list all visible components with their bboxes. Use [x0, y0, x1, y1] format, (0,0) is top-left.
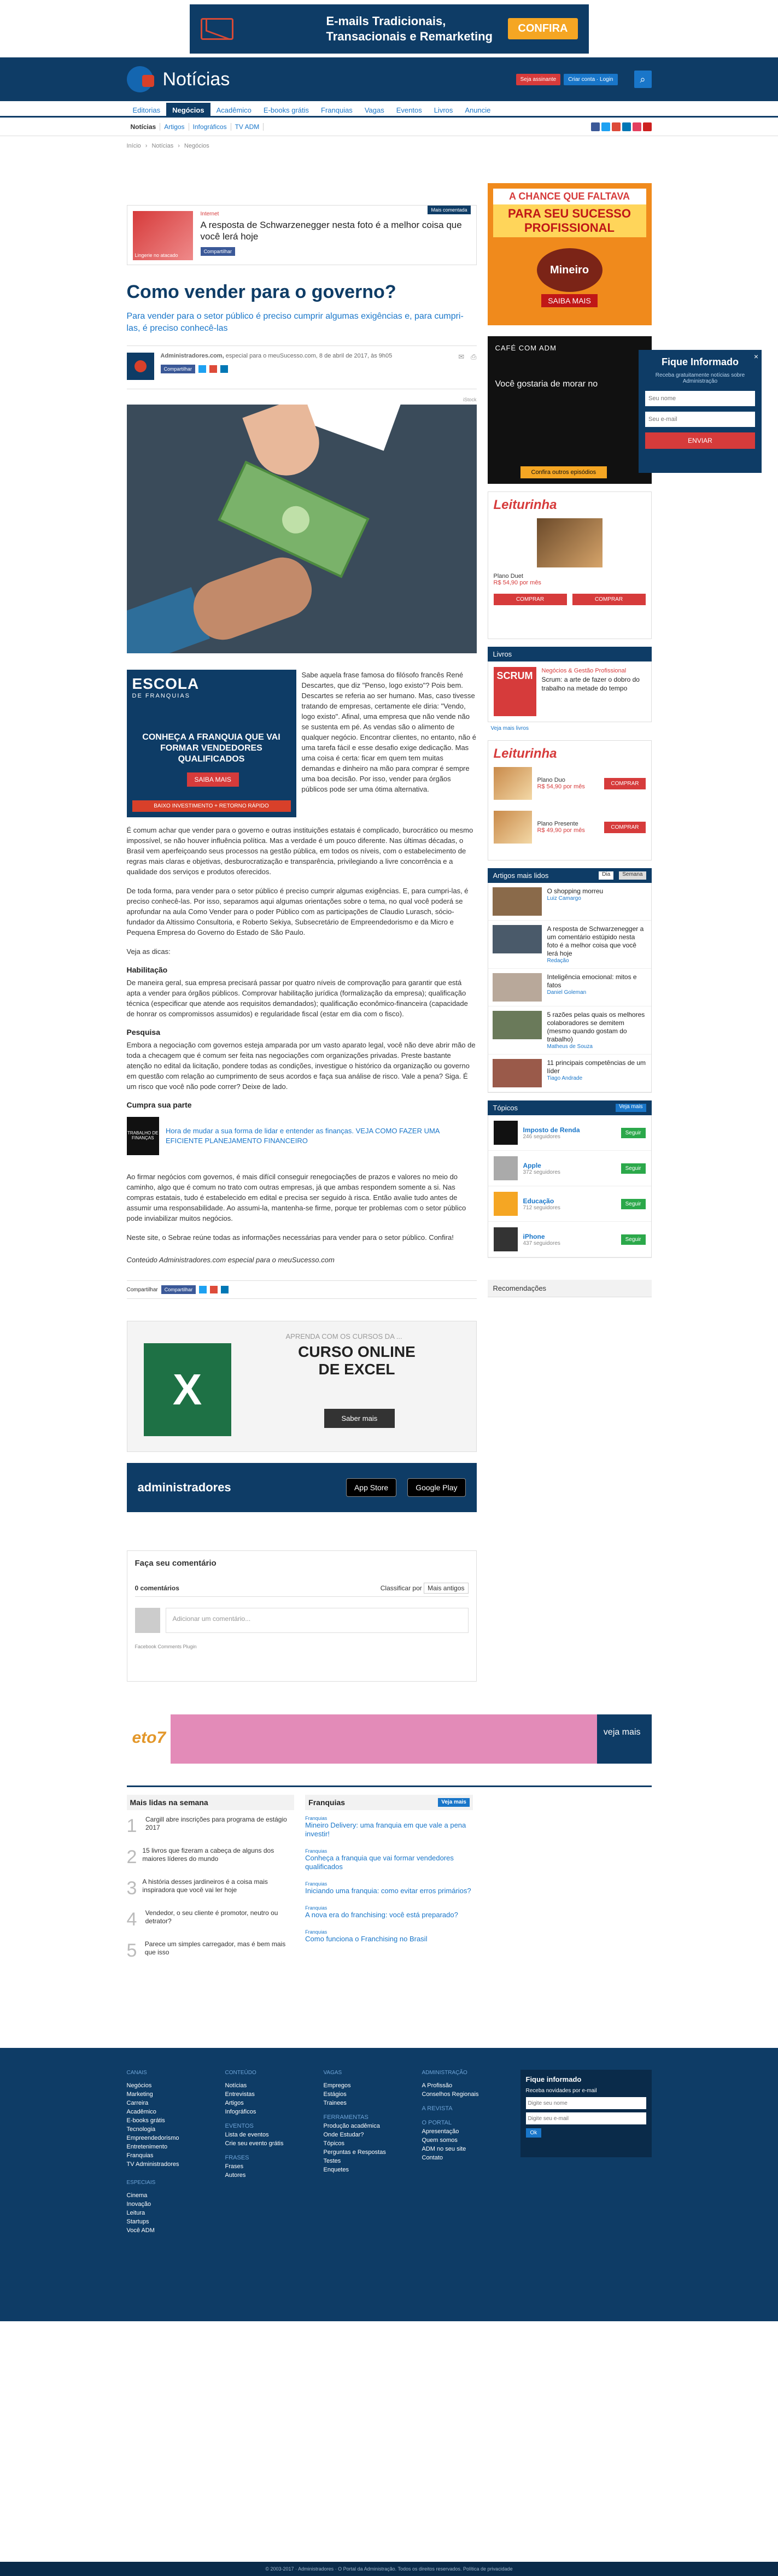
article-title: Como vender para o governo? [126, 282, 396, 302]
footer-newsletter [520, 2070, 652, 2157]
article-credit: Conteúdo Administradores.com especial para o meuSucesso.com [126, 1256, 335, 1264]
footer-link[interactable]: E-books grátis [126, 2117, 165, 2124]
topic-followers-1: 246 seguidores [523, 1133, 560, 1140]
linkedin-icon[interactable] [220, 365, 228, 373]
footer-link[interactable]: Cinema [126, 2192, 148, 2199]
list-item[interactable]: 3 A história desses jardineiros é a coisa mais inspiradora que você vai ler hoje [127, 1878, 295, 1899]
footer-col-conteudo: CONTEÚDO Notícias Entrevistas Artigos Infográficos EVENTOS Lista de eventos Crie seu evento grátis FRASES Frases Autores [225, 2070, 307, 2235]
leiturinha-logo-2: Leiturinha [493, 746, 557, 761]
popup-send-button[interactable]: ENVIAR [645, 432, 755, 449]
shop2-image-2 [494, 811, 532, 844]
course-ad-small: APRENDA COM OS CURSOS DA ... [285, 1332, 402, 1340]
author-meta: especial para o meuSucesso.com, 8 de abril de 2017, às 9h05 [225, 353, 393, 359]
franchise-ad-text: CONHEÇA A FRANQUIA QUE VAI FORMAR VENDEDORES QUALIFICADOS [142, 733, 280, 764]
footer-link[interactable]: Frases [225, 2163, 244, 2170]
book-cover[interactable]: SCRUM [494, 667, 536, 716]
author-name[interactable]: Administradores.com, [160, 353, 224, 359]
article-title-1[interactable]: O shopping morreu [547, 887, 604, 895]
article-column [127, 183, 477, 1682]
cafe-episodes-button[interactable]: Confira outros episódios [520, 466, 607, 478]
shop2-image-1 [494, 767, 532, 800]
sidebar-ad-line1: A CHANCE QUE FALTAVA [493, 189, 646, 204]
footer-link[interactable]: Startups [126, 2218, 149, 2225]
article-author-3[interactable]: Daniel Goleman [547, 990, 587, 996]
hero-image [127, 405, 477, 653]
sub-nav [0, 118, 778, 136]
footer-link[interactable]: TV Administradores [126, 2161, 179, 2168]
most-read-5[interactable]: Parece um simples carregador, mas é bem mais que isso [144, 1940, 286, 1956]
list-item[interactable]: 2 15 livros que fizeram a cabeça de alguns dos maiores líderes do mundo [127, 1847, 295, 1868]
shop-buy-button-2[interactable]: COMPRAR [572, 594, 646, 605]
footer-link[interactable]: Tópicos [323, 2140, 345, 2147]
footer-link[interactable]: Onde Estudar? [323, 2132, 364, 2138]
footer-link[interactable]: Perguntas e Respostas [323, 2149, 386, 2156]
shop2-name-1: Plano Duo [537, 777, 565, 783]
nav-negocios[interactable]: Negócios [166, 103, 210, 118]
article-lead: Para vender para o setor público é preciso cumprir algumas exigências e, para cumpri-las, é preciso conhecê-las [126, 312, 464, 333]
cafe-adm-box[interactable] [488, 336, 652, 484]
recommendations-title: Recomendações [488, 1280, 652, 1297]
sidebar-ad-mineiro[interactable] [488, 183, 652, 325]
franquia-3[interactable]: Iniciando uma franquia: como evitar erros primários? [305, 1887, 471, 1895]
topic-row[interactable] [488, 1222, 651, 1257]
footer-link[interactable]: Lista de eventos [225, 2132, 269, 2138]
sidebar-ad-line2: PARA SEU SUCESSO PROFISSIONAL [493, 204, 646, 237]
comment-input[interactable]: Adicionar um comentário... [166, 1608, 469, 1633]
share-facebook-button[interactable]: Compartilhar [161, 365, 196, 373]
footer-link[interactable]: Empreendedorismo [126, 2135, 179, 2141]
topic-name-4[interactable]: iPhone [523, 1232, 545, 1240]
popup-title: Fique Informado [662, 356, 739, 367]
email-icon[interactable]: ✉ [458, 353, 465, 361]
paragraph-5: De maneira geral, sua empresa precisará passar por quatro níveis de comprovação para garantir que está apta a vender para órgãos públicos. Comprovar habilitação jurídica (formalização da empresa); qualificação técnica (especificar que atende aos requisitos demandados); qualificação econômico-financeira (capacidade de honrar os compromissos assumidos) e regularidade fiscal (estar em dia com o fisco). [126, 979, 468, 1018]
footer-col-administracao: ADMINISTRAÇÃO A Profissão Conselhos Regionais A REVISTA O PORTAL Apresentação Quem somos ADM no seu site Contato [422, 2070, 504, 2235]
follow-button[interactable]: Seguir [621, 1128, 646, 1138]
googleplus-icon[interactable] [210, 1286, 218, 1293]
footer-link[interactable]: Empregos [323, 2082, 351, 2089]
franchise-ad[interactable] [127, 670, 296, 817]
app-ad[interactable] [127, 1463, 477, 1512]
shop2-buy-button-1[interactable]: COMPRAR [604, 778, 645, 789]
related-image[interactable]: TRABALHO DE FINANÇAS [127, 1117, 160, 1155]
footer-link[interactable]: Quem somos [422, 2137, 458, 2144]
topicos-list [488, 1115, 652, 1258]
footer-link[interactable]: Enquetes [323, 2167, 349, 2173]
artigos-list [488, 883, 652, 1093]
share-label: Compartilhar [126, 1286, 158, 1293]
copyright: © 2003-2017 · Administradores · O Portal da Administração. Todos os direitos reservados. Política de privacidade [0, 2562, 778, 2576]
article-title-5[interactable]: 11 principais competências de um líder [547, 1059, 646, 1075]
sidebar [488, 183, 652, 1682]
footer-link[interactable]: Conselhos Regionais [422, 2091, 479, 2098]
footer-link[interactable]: Infográficos [225, 2109, 256, 2115]
list-item[interactable]: Franquias Mineiro Delivery: uma franquia em que vale a pena investir! [305, 1816, 466, 1838]
topic-name-2[interactable]: Apple [523, 1161, 541, 1169]
book-category: Negócios & Gestão Profissional [541, 668, 627, 674]
article-title-3[interactable]: Inteligência emocional: mitos e fatos [547, 973, 637, 989]
article-thumb [493, 1011, 542, 1039]
book-item[interactable] [488, 661, 652, 722]
topic-followers-4: 437 seguidores [523, 1240, 560, 1246]
follow-button[interactable]: Seguir [621, 1163, 646, 1174]
topic-row[interactable] [488, 1115, 651, 1151]
ad-confira-button[interactable]: CONFIRA [508, 18, 577, 39]
breadcrumb-noticias[interactable]: Notícias [151, 143, 174, 149]
footer-link[interactable]: Você ADM [126, 2227, 155, 2234]
shop-image [537, 518, 602, 567]
share-facebook-button[interactable]: Compartilhar [161, 1285, 196, 1294]
linkedin-icon[interactable] [221, 1286, 229, 1293]
topic-followers-3: 712 seguidores [523, 1204, 560, 1211]
eto7-logo: eto7 [132, 1729, 166, 1747]
paragraph-6: Embora a negociação com governos esteja amparada por um vasto aparato legal, você não deve abrir mão de toda a checagem que é comum ser feita nas negociações com organizações privadas. Preste bastante atenção no edital da licitação, pondere todas as condições, investigue o histórico da organização ou governo em questão com relação ao cumprimento de seus acordos e faça sua análise de risco. Vale a pena? Siga. É um risco que você não pode correr? Deixe de lado. [126, 1041, 476, 1091]
footer-heading: EVENTOS [225, 2123, 254, 2129]
sort-label: Classificar por [380, 1584, 422, 1592]
twitter-icon[interactable] [199, 1286, 207, 1293]
footer-col-vagas: VAGAS Empregos Estágios Trainees FERRAMENTAS Produção acadêmica Onde Estudar? Tópicos Perguntas e Respostas Testes Enquetes [324, 2070, 406, 2235]
social-icons [591, 122, 652, 131]
franchise-ad-title: ESCOLA [132, 675, 200, 692]
newsletter-name-input[interactable] [526, 2097, 646, 2109]
footer-link[interactable]: Entretenimento [126, 2144, 168, 2150]
share-bar [127, 1280, 477, 1299]
franquias-title: Franquias [308, 1798, 346, 1807]
livros-title: Livros [488, 647, 652, 661]
mineiro-logo: Mineiro [537, 248, 602, 292]
ad-line2: Transacionais e Remarketing [326, 29, 493, 43]
banner-more-link[interactable]: veja mais [603, 1728, 641, 1737]
related-link-text[interactable]: Hora de mudar a sua forma de lidar e entender as finanças. VEJA COMO FAZER UMA EFICIENTE PLANEJAMENTO FINANCEIRO [166, 1127, 440, 1145]
footer-col-canais: CANAIS Negócios Marketing Carreira Acadêmico E-books grátis Tecnologia Empreendedorismo Entretenimento Franquias TV Administradores ESPECIAIS Cinema Inovação Leitura Startups Você ADM [127, 2070, 209, 2235]
article-title-4[interactable]: 5 razões pelas quais os melhores colaboradores se demitem (mesmo quando gostam do trabalho) [547, 1011, 645, 1043]
footer-link[interactable]: Contato [422, 2155, 443, 2161]
list-item[interactable] [488, 1055, 651, 1092]
footer-link[interactable]: Carreira [126, 2100, 149, 2106]
paragraph-8: Neste site, o Sebrae reúne todas as informações necessárias para vender para o setor público. Confira! [126, 1233, 454, 1242]
shop-item-price: R$ 54,90 por mês [493, 579, 541, 586]
author-box [127, 346, 477, 389]
list-item[interactable]: Franquias A nova era do franchising: você está preparado? [305, 1905, 458, 1919]
footer-heading: FERRAMENTAS [323, 2114, 368, 2121]
subnav-tvadm[interactable]: TV ADM [231, 123, 264, 131]
topicos-title [488, 1100, 652, 1115]
footer-link[interactable]: Trainees [323, 2100, 347, 2106]
googleplus-icon[interactable] [209, 365, 217, 373]
article-author-2[interactable]: Redação [547, 958, 569, 964]
popup-desc: Receba gratuitamente notícias sobre Administração [655, 372, 745, 384]
featured-category: Internet [200, 211, 219, 217]
photo-credit: iStock [463, 397, 477, 402]
paragraph-1: Sabe aquela frase famosa do filósofo francês René Descartes, que diz "Penso, logo existo"? Pois bem. Descartes se referia ao ser humano. Mas, caso tivesse tratando de empresas, certamente ele diria: "Vendo, logo existo". Afinal, uma empresa que não vende não se sustenta em pé. As vendas são o alimento de qualquer negócio. Encontrar clientes, no entanto, não é uma tarefa fácil e esse desafio exige dedicação. Mas uma coisa é certa: ficar em quem tem muitas demandas e dinheiro na mão para comprar é sempre uma boa decisão. Por isso, vender para órgãos públicos pode ser uma ótima alternativa. [301, 671, 476, 793]
paragraph-2: É comum achar que vender para o governo e outras instituições estatais é complicado, burocrático ou mesmo impossível, se não houver influência política. Mas a verdade é um pouco diferente. Nas últimas décadas, o Brasil vem aperfeiçoando seus processos na gestão pública, em todos os níveis, com o estabelecimento de regras mais claras e objetivas, desburocratização e transparência, privilegiando a livre concorrência e a qualidade dos serviços e produtos oferecidos. [126, 826, 473, 876]
artigos-heading: Artigos mais lidos [493, 871, 549, 880]
subnav-noticias[interactable]: Notícias [127, 123, 161, 131]
footer-link[interactable]: Produção acadêmica [323, 2123, 380, 2129]
popup-email-input[interactable] [645, 412, 755, 427]
list-item[interactable] [488, 883, 651, 921]
footer-link[interactable]: ADM no seu site [422, 2146, 466, 2152]
footer-link[interactable]: Autores [225, 2172, 246, 2179]
excel-icon: X [144, 1343, 231, 1436]
most-read-4[interactable]: Vendedor, o seu cliente é promotor, neutro ou detrator? [145, 1909, 278, 1925]
newsletter-ok-button[interactable]: Ok [526, 2128, 542, 2138]
heading-pesquisa: Pesquisa [126, 1028, 160, 1037]
twitter-icon[interactable] [601, 122, 610, 131]
nav-livros[interactable]: Livros [434, 106, 453, 114]
iphone-icon [494, 1227, 518, 1251]
sidebar-ad-button[interactable]: SAIBA MAIS [541, 294, 598, 307]
close-icon[interactable]: × [753, 352, 758, 361]
featured-image-caption: Lingerie no atacado [134, 253, 178, 258]
franchise-ad-subtitle: DE FRANQUIAS [132, 693, 191, 699]
subnav-artigos[interactable]: Artigos [160, 123, 189, 131]
book-title[interactable]: Scrum: a arte de fazer o dobro do trabalho na metade do tempo [541, 676, 640, 692]
topic-row[interactable] [488, 1186, 651, 1222]
franquia-4[interactable]: A nova era do franchising: você está preparado? [305, 1911, 458, 1919]
footer-link[interactable]: Estágios [323, 2091, 347, 2098]
footer-link[interactable]: Testes [323, 2158, 341, 2164]
excel-course-ad[interactable] [127, 1321, 477, 1452]
featured-image[interactable] [133, 211, 193, 260]
nav-anuncie[interactable]: Anuncie [465, 106, 491, 114]
more-books-link[interactable]: Veja mais livros [490, 725, 529, 731]
shop2-price-2: R$ 49,90 por mês [537, 827, 585, 834]
instagram-icon[interactable] [633, 122, 641, 131]
footer-link[interactable]: A Profissão [422, 2082, 453, 2089]
follow-button[interactable]: Seguir [621, 1199, 646, 1209]
most-read-3[interactable]: A história desses jardineiros é a coisa mais inspiradora que você vai ler hoje [142, 1878, 268, 1894]
nav-academico[interactable]: Acadêmico [216, 106, 251, 114]
topic-name-1[interactable]: Imposto de Renda [523, 1126, 580, 1134]
breadcrumb: Início › Notícias › Negócios [126, 143, 209, 149]
login-button[interactable]: Criar conta · Login [564, 74, 617, 85]
search-icon[interactable]: ⌕ [634, 71, 652, 88]
list-item[interactable]: Franquias Como funciona o Franchising no Brasil [305, 1929, 428, 1943]
topicos-more-button[interactable]: Veja mais [616, 1104, 646, 1112]
artigos-title [488, 868, 652, 883]
footer [0, 2048, 778, 2321]
leiturinha-ad[interactable] [488, 491, 652, 639]
franquias-more-button[interactable]: Veja mais [438, 1798, 470, 1807]
nav-ebooks[interactable]: E-books grátis [263, 106, 309, 114]
app-ad-text: administradores [137, 1480, 231, 1494]
list-item[interactable]: 1 Cargill abre inscrições para programa de estágio 2017 [127, 1816, 295, 1837]
shop2-name-2: Plano Presente [537, 821, 578, 827]
franquia-5[interactable]: Como funciona o Franchising no Brasil [305, 1935, 428, 1943]
most-read-title: Mais lidas na semana [127, 1795, 295, 1810]
app-store-button[interactable]: App Store [346, 1478, 396, 1497]
leiturinha-logo: Leiturinha [493, 497, 557, 512]
newsletter-desc: Receba novidades por e-mail [525, 2088, 597, 2094]
nav-vagas[interactable]: Vagas [364, 106, 384, 114]
envelope-icon [201, 18, 233, 40]
list-item[interactable] [488, 921, 651, 969]
twitter-icon[interactable] [198, 365, 206, 373]
paragraph-3: De toda forma, para vender para o setor público é preciso cumprir algumas exigências. E, para cumpri-las, é preciso conhecê-las. Por isso, separamos aqui algumas orientações sobre o tema, no qual você poderá se aprofundar na aula Como Vender para o poder Público com as participações de Claudio Lurasch, sócio-fundador da Altissimo Consultoria, e Roberto Sekiya, Subsecretário de Empreendedorismo e da Micro e Pequena Empresa do Governo do Estado de São Paulo. [126, 887, 469, 936]
subscribe-button[interactable]: Seja assinante [516, 74, 561, 85]
topic-name-3[interactable]: Educação [523, 1197, 554, 1205]
paragraph-7: Ao firmar negócios com governos, é mais difícil conseguir renegociações de prazos e valores no meio do caminho, algo que é comum no trato com outras empresas, já que ambas respondem somente a si. Nas compras estatais, tudo é estabelecido em edital e precisa ser seguido à risca. Então avalie tudo antes de assumir uma responsabilidade. Ao assumi-la, mantenha-se firme, porque ter problemas com o setor público pode inviabilizar muitos negócios. [126, 1173, 466, 1222]
subnav-infograficos[interactable]: Infográficos [189, 123, 231, 131]
article-author-1[interactable]: Luiz Camargo [547, 895, 581, 901]
linkedin-icon[interactable] [622, 122, 631, 131]
comments-box [127, 1550, 477, 1682]
cafe-question: Você gostaria de morar no [495, 379, 598, 389]
footer-link[interactable]: Inovação [126, 2201, 151, 2208]
footer-link[interactable]: Crie seu evento grátis [225, 2140, 284, 2147]
newsletter-popup [639, 350, 762, 473]
footer-link[interactable]: Acadêmico [126, 2109, 156, 2115]
footer-heading: A REVISTA [422, 2105, 453, 2112]
author-avatar[interactable] [127, 353, 154, 380]
cafe-header: CAFÉ COM ADM [495, 344, 557, 352]
article-author-5[interactable]: Tiago Andrade [547, 1075, 583, 1081]
footer-link[interactable]: Tecnologia [126, 2126, 156, 2133]
ad-line1: E-mails Tradicionais, [326, 14, 446, 28]
article-thumb [493, 1059, 542, 1087]
featured-box[interactable] [127, 205, 477, 265]
popup-name-input[interactable] [645, 391, 755, 406]
footer-link[interactable]: Leitura [126, 2210, 145, 2216]
franquia-1[interactable]: Mineiro Delivery: uma franquia em que vale a pena investir! [305, 1821, 466, 1838]
footer-link[interactable]: Apresentação [422, 2128, 459, 2135]
topic-icon [494, 1121, 518, 1145]
tab-semana[interactable]: Semana [619, 871, 646, 880]
topicos-heading: Tópicos [493, 1104, 518, 1112]
list-item[interactable]: Franquias Iniciando uma franquia: como evitar erros primários? [305, 1881, 471, 1895]
eto7-banner-ad[interactable] [127, 1714, 652, 1764]
newsletter-email-input[interactable] [526, 2112, 646, 2124]
article-thumb [493, 973, 542, 1002]
paragraph-4: Veja as dicas: [126, 947, 171, 956]
footer-link[interactable]: Entrevistas [225, 2091, 255, 2098]
header [0, 57, 778, 101]
shop-item-name: Plano Duet [493, 573, 523, 579]
nav-editorias[interactable]: Editorias [132, 106, 161, 114]
topic-row[interactable] [488, 1151, 651, 1186]
shop2-price-1: R$ 54,90 por mês [537, 783, 585, 790]
article-thumb [493, 925, 542, 953]
list-item[interactable]: 5 Parece um simples carregador, mas é bem mais que isso [127, 1940, 295, 1962]
footer-link[interactable]: Artigos [225, 2100, 244, 2106]
list-item[interactable] [488, 1006, 651, 1055]
heading-habilitacao: Habilitação [126, 965, 168, 974]
bottom-lists [127, 1785, 652, 2037]
article-author-4[interactable]: Matheus de Souza [547, 1044, 593, 1050]
featured-title[interactable]: A resposta de Schwarzenegger nesta foto é a melhor coisa que você lerá hoje [200, 220, 462, 242]
nav-eventos[interactable]: Eventos [396, 106, 422, 114]
list-item[interactable] [488, 969, 651, 1006]
youtube-icon[interactable] [643, 122, 652, 131]
apple-icon [494, 1156, 518, 1180]
topic-followers-2: 372 seguidores [523, 1169, 560, 1175]
comment-avatar [135, 1608, 160, 1633]
top-ad[interactable] [0, 0, 778, 57]
tab-dia[interactable]: Dia [599, 871, 613, 880]
franquia-2[interactable]: Conheça a franquia que vai formar vendedores qualificados [305, 1854, 454, 1871]
googleplus-icon[interactable] [612, 122, 621, 131]
education-icon [494, 1192, 518, 1216]
heading-cumpra: Cumpra sua parte [126, 1100, 192, 1109]
footer-heading: FRASES [225, 2155, 249, 2161]
footer-link[interactable]: Marketing [126, 2091, 153, 2098]
sort-select[interactable]: Mais antigos [424, 1583, 468, 1594]
main-nav [0, 101, 778, 118]
facebook-icon[interactable] [591, 122, 600, 131]
comments-title: Faça seu comentário [134, 1559, 217, 1568]
list-item[interactable]: Franquias Conheça a franquia que vai formar vendedores qualificados [305, 1848, 454, 1871]
footer-link[interactable]: Negócios [126, 2082, 152, 2089]
comment-count: 0 comentários [134, 1584, 179, 1592]
print-icon[interactable]: ⎙ [471, 353, 477, 361]
franchise-ad-button[interactable]: SAIBA MAIS [187, 772, 239, 787]
featured-tag: Mais comentada [428, 206, 470, 214]
google-play-button[interactable]: Google Play [407, 1478, 465, 1497]
nav-franquias[interactable]: Franquias [321, 106, 353, 114]
shop2-buy-button-2[interactable]: COMPRAR [604, 822, 645, 833]
footer-link[interactable]: Franquias [126, 2152, 154, 2159]
breadcrumb-inicio[interactable]: Início [126, 143, 141, 149]
related-link[interactable] [127, 1117, 477, 1155]
article-thumb [493, 887, 542, 916]
leiturinha-ad-2[interactable] [488, 740, 652, 860]
footer-heading: O PORTAL [422, 2120, 452, 2126]
most-read-2[interactable]: 15 livros que fizeram a cabeça de alguns dos maiores líderes do mundo [142, 1847, 274, 1863]
facebook-plugin-label[interactable]: Facebook Comments Plugin [134, 1644, 197, 1649]
franchise-ad-footer: BAIXO INVESTIMENTO + RETORNO RÁPIDO [132, 800, 291, 812]
list-item[interactable]: 4 Vendedor, o seu cliente é promotor, neutro ou detrator? [127, 1909, 295, 1930]
footer-link[interactable]: Notícias [225, 2082, 247, 2089]
logo[interactable] [127, 66, 153, 92]
newsletter-title: Fique informado [525, 2075, 582, 2083]
course-ad-title: CURSO ONLINE DE EXCEL [298, 1343, 416, 1378]
most-read-1[interactable]: Cargill abre inscrições para programa de estágio 2017 [145, 1816, 287, 1831]
brand-title: Notícias [162, 68, 230, 90]
featured-share-button[interactable]: Compartilhar [201, 247, 236, 256]
follow-button[interactable]: Seguir [621, 1234, 646, 1245]
course-ad-button[interactable]: Saber mais [324, 1409, 395, 1428]
article-title-2[interactable]: A resposta de Schwarzenegger a um comentário estúpido nesta foto é a melhor coisa que você lerá hoje [547, 925, 644, 957]
shop-buy-button[interactable]: COMPRAR [494, 594, 567, 605]
breadcrumb-negocios: Negócios [184, 143, 209, 149]
